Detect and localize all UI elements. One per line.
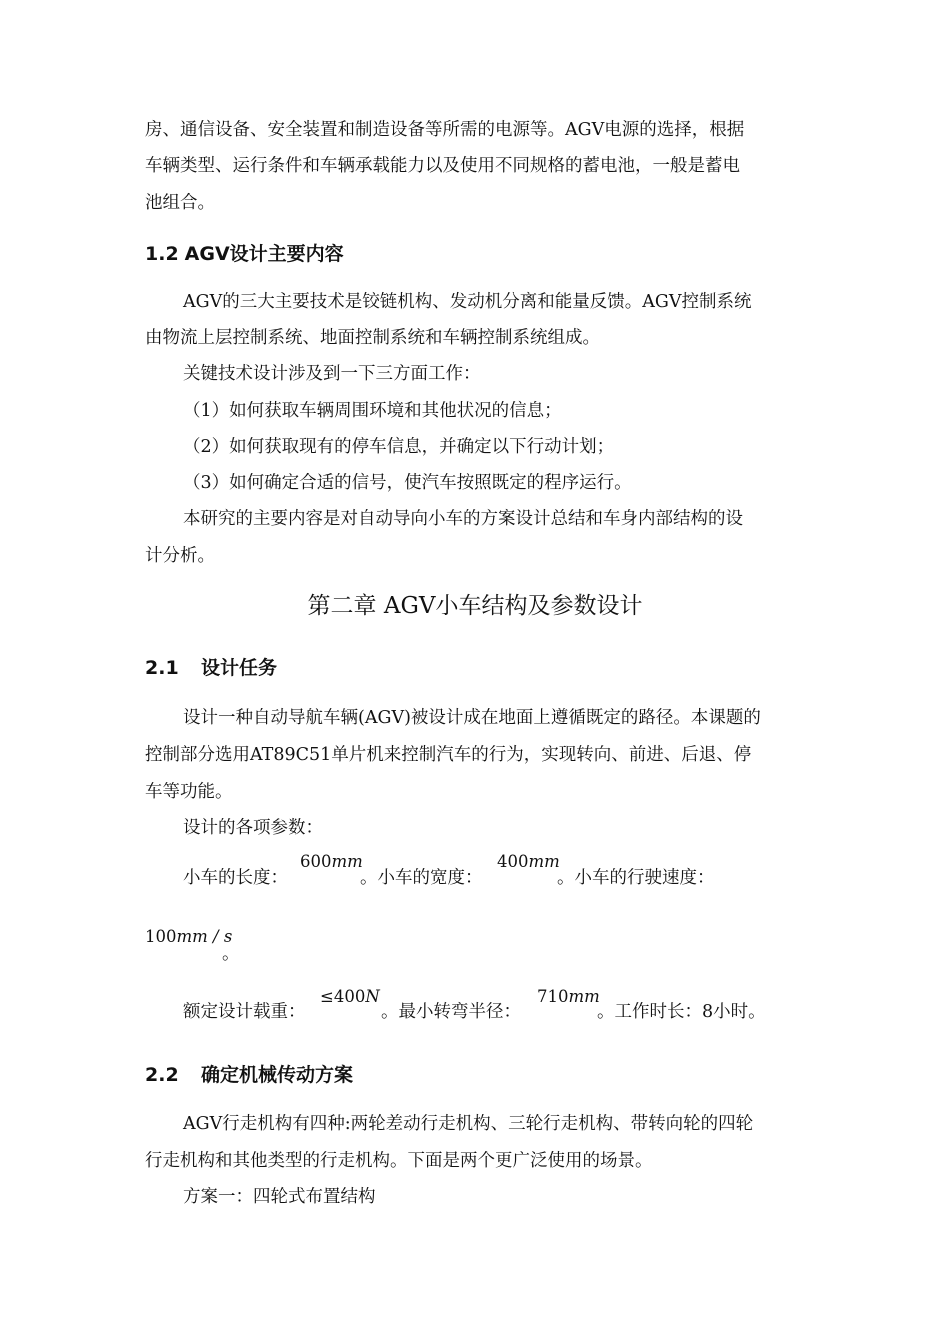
param-speed-end: 。 (222, 944, 240, 964)
section-title: 设计任务 (201, 657, 278, 679)
param-length-value: 600mm (300, 852, 363, 871)
param-width-value: 400mm (497, 852, 560, 871)
section-heading-1-2 (145, 241, 344, 267)
paragraph-line: 本研究的主要内容是对自动导向小车的方案设计总结和车身内部结构的设 (183, 509, 743, 529)
paragraph-line: 关键技术设计涉及到一下三方面工作： (183, 364, 481, 384)
param-load-value: ≤400N (320, 987, 380, 1006)
paragraph-line: 设计的各项参数： (183, 818, 323, 838)
paragraph-line: AGV的三大主要技术是铰链机构、发动机分离和能量反馈。AGV控制系统 (183, 292, 752, 312)
paragraph-line: AGV行走机构有四种:两轮差动行走机构、三轮行走机构、带转向轮的四轮 (183, 1114, 754, 1134)
list-item: （1）如何获取车辆周围环境和其他状况的信息； (183, 401, 562, 421)
section-number: 2.1 (145, 657, 179, 679)
param-time: 。工作时长：8小时。 (597, 1002, 766, 1022)
param-length-label: 小车的长度： (183, 868, 288, 888)
param-radius-label: 。最小转弯半径： (381, 1002, 521, 1022)
paragraph-line: 车等功能。 (145, 782, 233, 802)
section-title: AGV设计主要内容 (184, 243, 344, 265)
param-radius-value: 710mm (537, 987, 600, 1006)
chapter-title: 第二章 AGV小车结构及参数设计 (307, 593, 643, 619)
param-speed-value: 100mm / s (145, 927, 233, 946)
list-item: （2）如何获取现有的停车信息，并确定以下行动计划； (183, 437, 615, 457)
param-load-label: 额定设计载重： (183, 1002, 306, 1022)
section-number: 2.2 (145, 1064, 179, 1086)
section-heading-2-1 (145, 655, 277, 681)
paragraph-line: 池组合。 (145, 193, 215, 213)
paragraph-line: 房、通信设备、安全装置和制造设备等所需的电源等。AGV电源的选择，根据 (145, 120, 745, 140)
param-width-label: 。小车的宽度： (360, 868, 483, 888)
paragraph-line: 控制部分选用AT89C51单片机来控制汽车的行为，实现转向、前进、后退、停 (145, 745, 752, 765)
section-number: 1.2 (145, 243, 179, 265)
paragraph-line: 由物流上层控制系统、地面控制系统和车辆控制系统组成。 (145, 328, 600, 348)
section-title: 确定机械传动方案 (201, 1064, 354, 1086)
paragraph-line: 设计一种自动导航车辆(AGV)被设计成在地面上遵循既定的路径。本课题的 (183, 708, 761, 728)
list-item: （3）如何确定合适的信号，使汽车按照既定的程序运行。 (183, 473, 632, 493)
paragraph-line: 车辆类型、运行条件和车辆承载能力以及使用不同规格的蓄电池，一般是蓄电 (145, 156, 740, 176)
section-heading-2-2 (145, 1062, 353, 1088)
paragraph-line: 行走机构和其他类型的行走机构。下面是两个更广泛使用的场景。 (145, 1151, 653, 1171)
paragraph-line: 计分析。 (145, 546, 215, 566)
param-speed-label: 。小车的行驶速度： (557, 868, 715, 888)
paragraph-line: 方案一：四轮式布置结构 (183, 1187, 376, 1207)
